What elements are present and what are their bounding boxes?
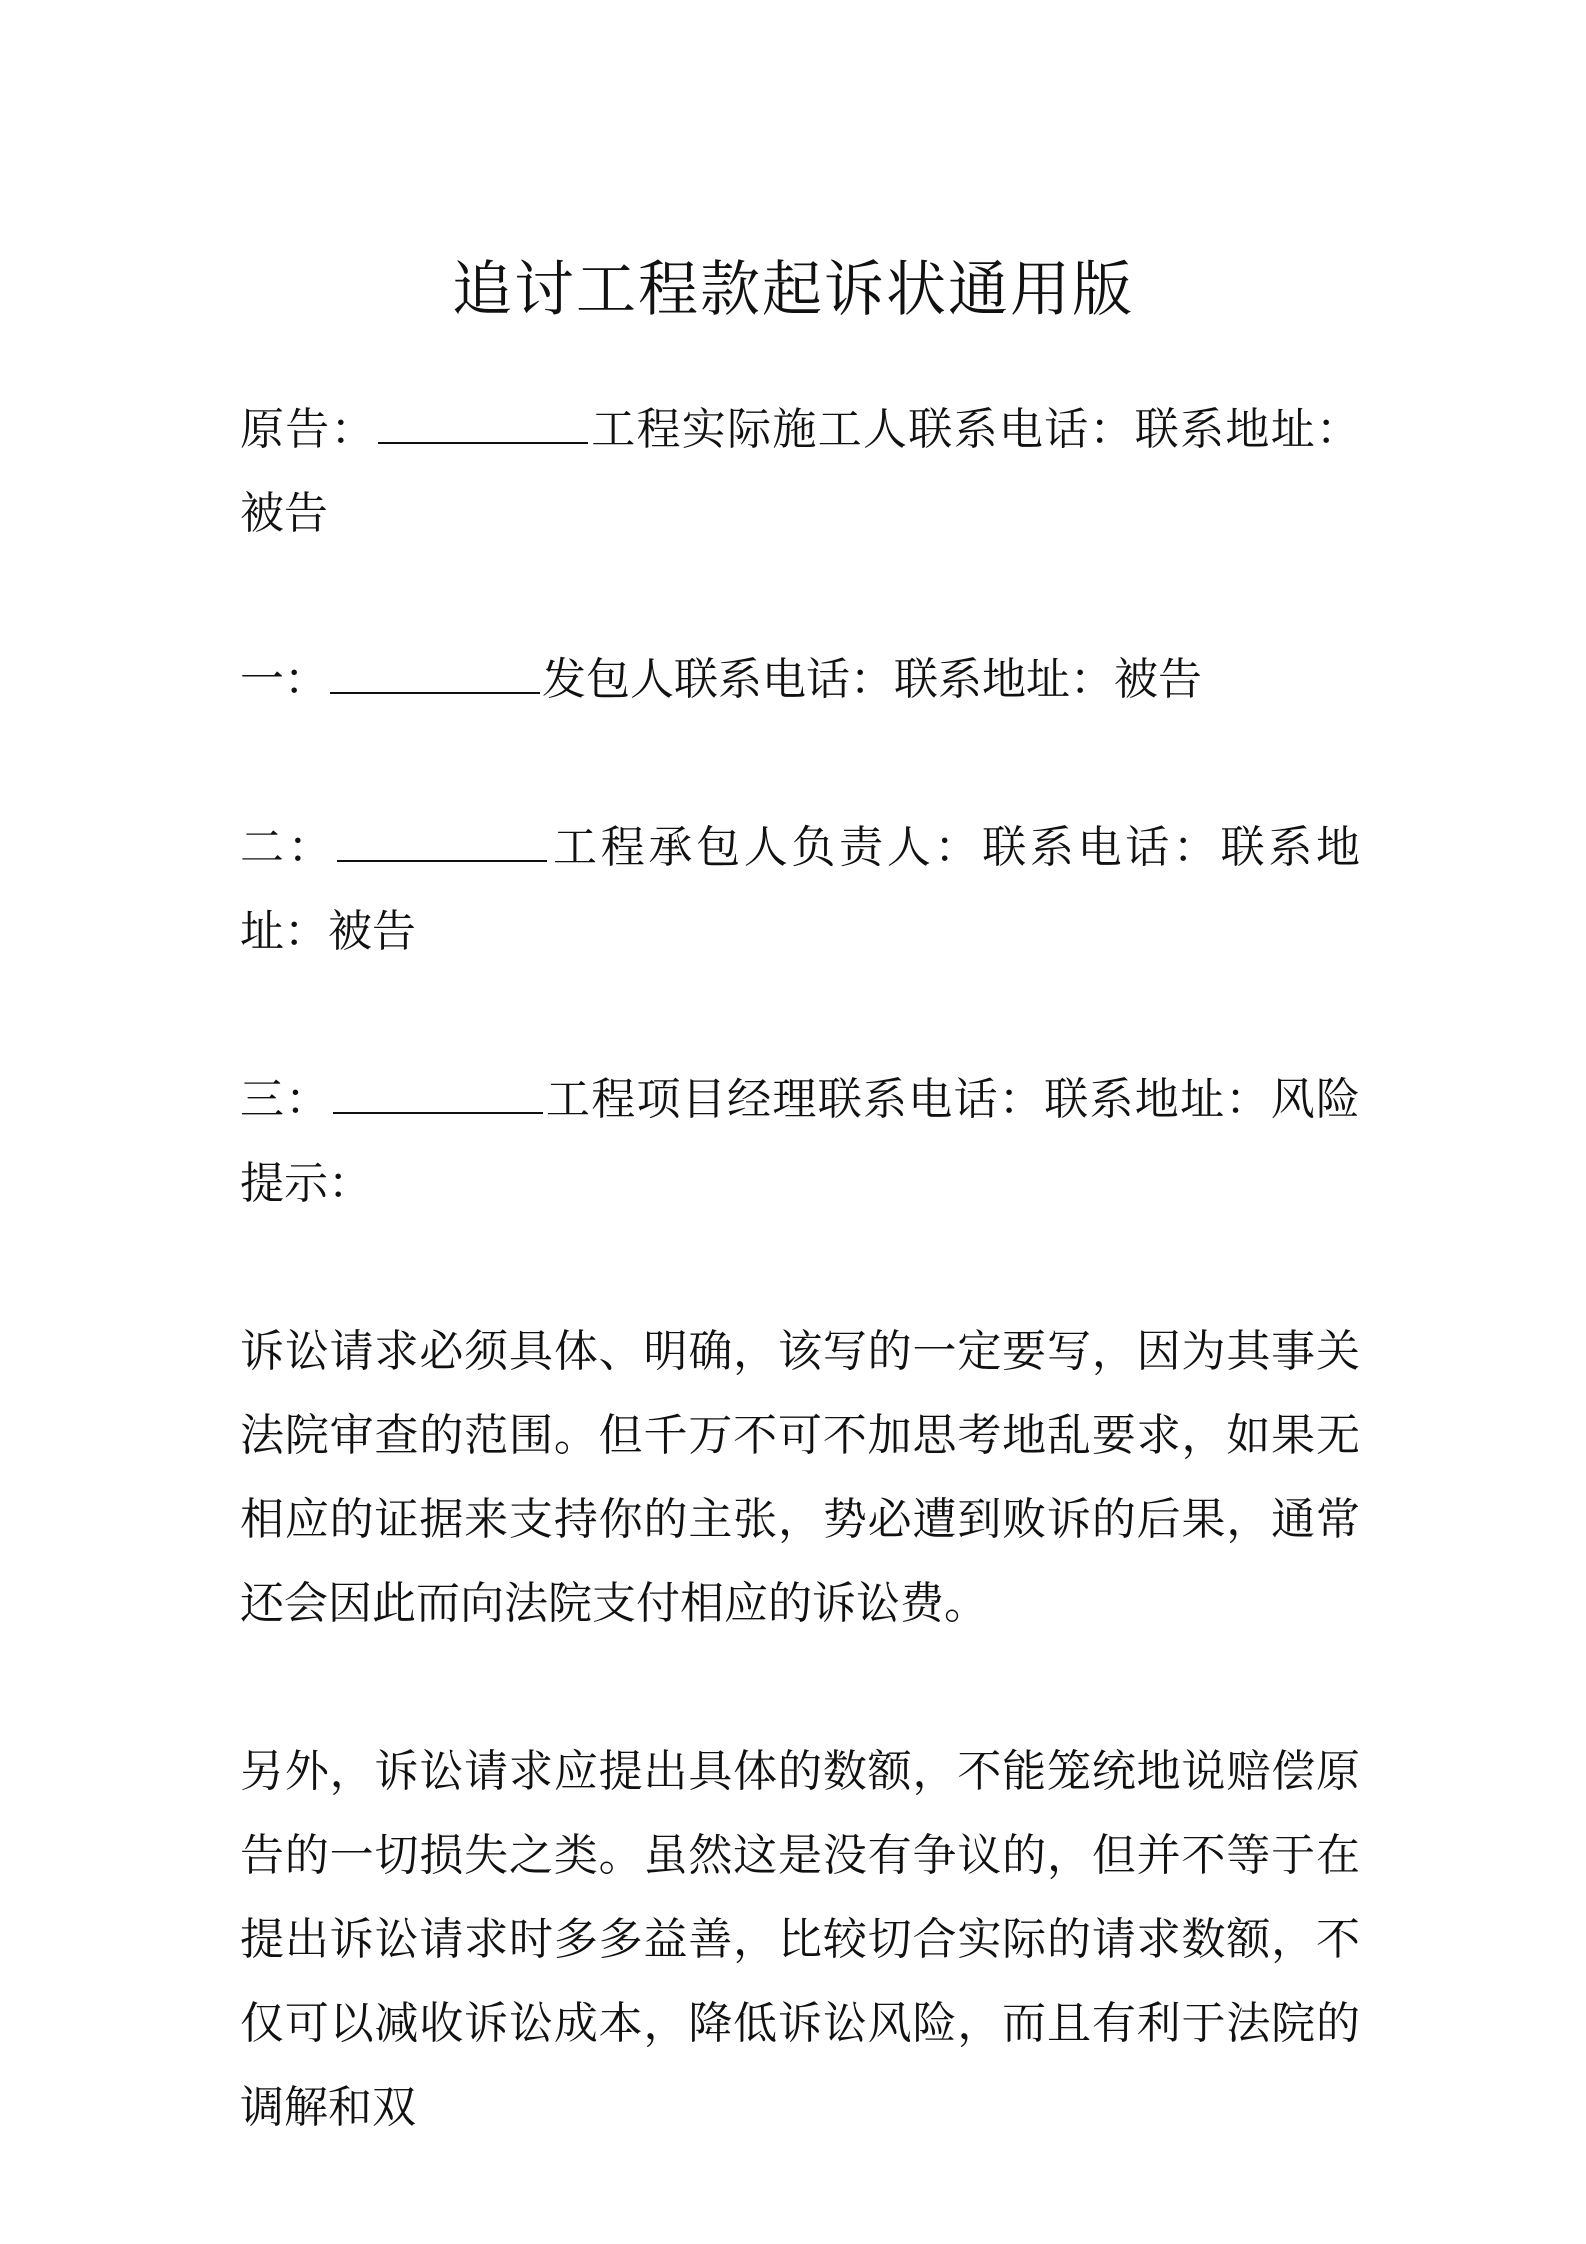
fill-blank	[378, 438, 588, 444]
defendant-2-line	[240, 806, 1360, 974]
body-paragraph-2: 另外，诉讼请求应提出具体的数额，不能笼统地说赔偿原告的一切损失之类。虽然这是没有争议的，但并不等于在提出诉讼请求时多多益善，比较切合实际的请求数额，不仅可以减收诉讼成本，降低诉讼风险，而且有利于法院的调解和双	[240, 1746, 1360, 2133]
fill-blank	[330, 688, 540, 694]
body-paragraph-1: 诉讼请求必须具体、明确，该写的一定要写，因为其事关法院审查的范围。但千万不可不加思考地乱要求，如果无相应的证据来支持你的主张，势必遭到败诉的后果，通常还会因此而向法院支付相应的诉讼费。	[240, 1326, 1360, 1629]
plaintiff-text: 工程实际施工人联系电话：联系地址：被告	[240, 404, 1361, 539]
defendant-2-prefix: 二：	[240, 822, 336, 873]
document-title: 追讨工程款起诉状通用版	[452, 255, 1134, 325]
defendant-1-line	[240, 638, 1360, 722]
fill-blank	[333, 1108, 543, 1114]
defendant-2-text: 工程承包人负责人：联系电话：联系地址：被告	[240, 822, 1361, 957]
defendant-3-prefix: 三：	[240, 1074, 331, 1125]
defendant-3-text: 工程项目经理联系电话：联系地址：风险提示：	[240, 1074, 1361, 1209]
plaintiff-prefix: 原告：	[240, 404, 376, 455]
defendant-1-prefix: 一：	[240, 654, 328, 705]
fill-blank	[337, 856, 547, 862]
defendant-1-text: 发包人联系电话：联系地址：被告	[542, 654, 1202, 705]
defendant-3-line	[240, 1058, 1360, 1226]
plaintiff-line	[240, 388, 1360, 556]
